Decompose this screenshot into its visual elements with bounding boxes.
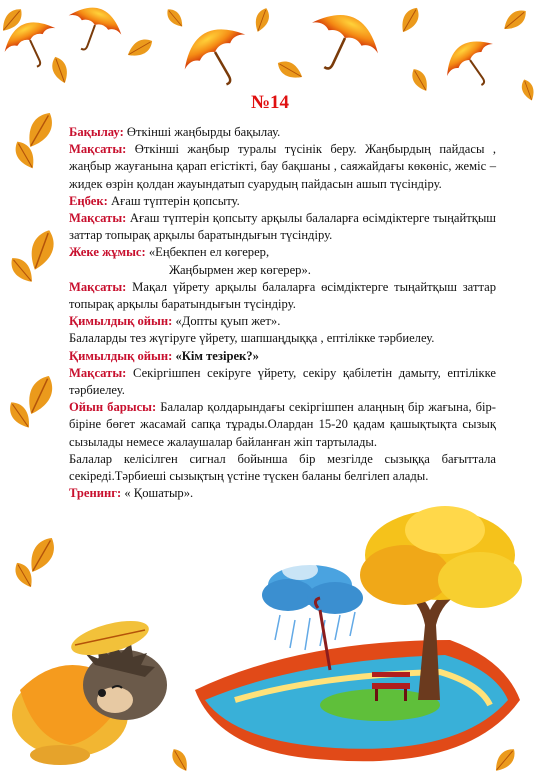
paragraph: [69, 348, 496, 365]
paragraph: [69, 313, 496, 330]
section-label: Мақсаты:: [69, 211, 127, 226]
paragraph: [69, 262, 496, 279]
section-text: Балалар келісілген сигнал бойынша бір мезгілде сызыққа бағыттала секіреді.Тәрбиеші сызықтың үстіне түскен баланы белгілеп алады.: [69, 451, 496, 484]
section-text: «Кім тезірек?»: [172, 348, 259, 363]
umbrella-icon: [297, 3, 387, 86]
leaf-icon: [5, 108, 60, 590]
page-title: №14: [250, 92, 290, 113]
umbrella-icon: [174, 16, 262, 99]
section-text: Балалар қолдарындағы секіргішпен алаңның бір жағына, бір-біріне бөгет жасамай сапқа тұрады.Олардан 15-20 қадам қашықтықта сызық сызылады немесе жалаушалар байланған жіп тартылады.: [69, 400, 496, 449]
section-text: «Еңбекпен ел көгерер,: [145, 245, 270, 260]
section-label: Ойын барысы:: [69, 400, 157, 415]
paragraph: [69, 210, 496, 244]
section-text: Мақал үйрету арқылы балаларға өсімдіктерге тыңайтқыш заттар топырақ арқылы баратындығын түсіндіру.: [69, 279, 496, 312]
section-label: Мақсаты:: [69, 365, 127, 380]
section-label: Тренинг:: [69, 486, 122, 501]
section-label: Қимылдық ойын:: [69, 348, 173, 363]
paragraph: [69, 279, 496, 313]
section-text: Өткінші жаңбырды бақылау.: [123, 125, 281, 139]
section-label: Жеке жұмыс:: [69, 245, 146, 260]
section-text: Ағаш түптерін қопсыту.: [107, 193, 240, 208]
section-text: Секіргішпен секіруге үйрету, секіру қабілетін дамыту, ептілікке тәрбиелеу.: [69, 365, 496, 398]
section-label: Мақсаты:: [69, 279, 127, 294]
paragraph: [69, 124, 496, 141]
section-text: Жаңбырмен жер көгерер».: [169, 262, 311, 277]
section-label: Қимылдық ойын:: [69, 314, 173, 329]
hedgehog-icon: [12, 614, 167, 765]
section-text: Ағаш түптерін қопсыту арқылы балаларға өсімдіктерге тыңайтқыш заттар топырақ арқылы баратындығын түсіндіру.: [69, 211, 496, 243]
paragraph: [69, 244, 496, 261]
section-text: Өткінші жаңбыр туралы түсінік беру. Жаңбырдың пайдасы , жаңбыр жауғанына қарап егістікті, бау бақшаны , саяжайдағы көкөніс, жеміс –жидек өзрін қолдан жауындатып суарудың пайдасын ашып түсіндіру.: [69, 142, 496, 191]
paragraph: [69, 193, 496, 210]
rain-cloud-icon: [262, 560, 363, 650]
lesson-text: [69, 124, 496, 502]
section-label: Еңбек:: [69, 193, 108, 208]
umbrella-icon: [437, 30, 508, 98]
umbrella-icon: [59, 0, 127, 60]
paragraph: [69, 365, 496, 399]
paragraph: [69, 141, 496, 193]
paragraph: [69, 399, 496, 451]
paragraph: [69, 451, 496, 485]
section-text: « Қошатыр».: [121, 486, 194, 501]
paragraph: [69, 485, 496, 502]
umbrella-icon: [195, 598, 520, 761]
section-text: «Допты қуып жет».: [172, 314, 281, 329]
section-label: Бақылау:: [69, 125, 124, 139]
section-label: Мақсаты:: [69, 142, 127, 157]
paragraph: [69, 330, 496, 347]
section-text: Балаларды тез жүгіруге үйрету, шапшаңдыққа , ептілікке тәрбиелеу.: [69, 331, 435, 346]
